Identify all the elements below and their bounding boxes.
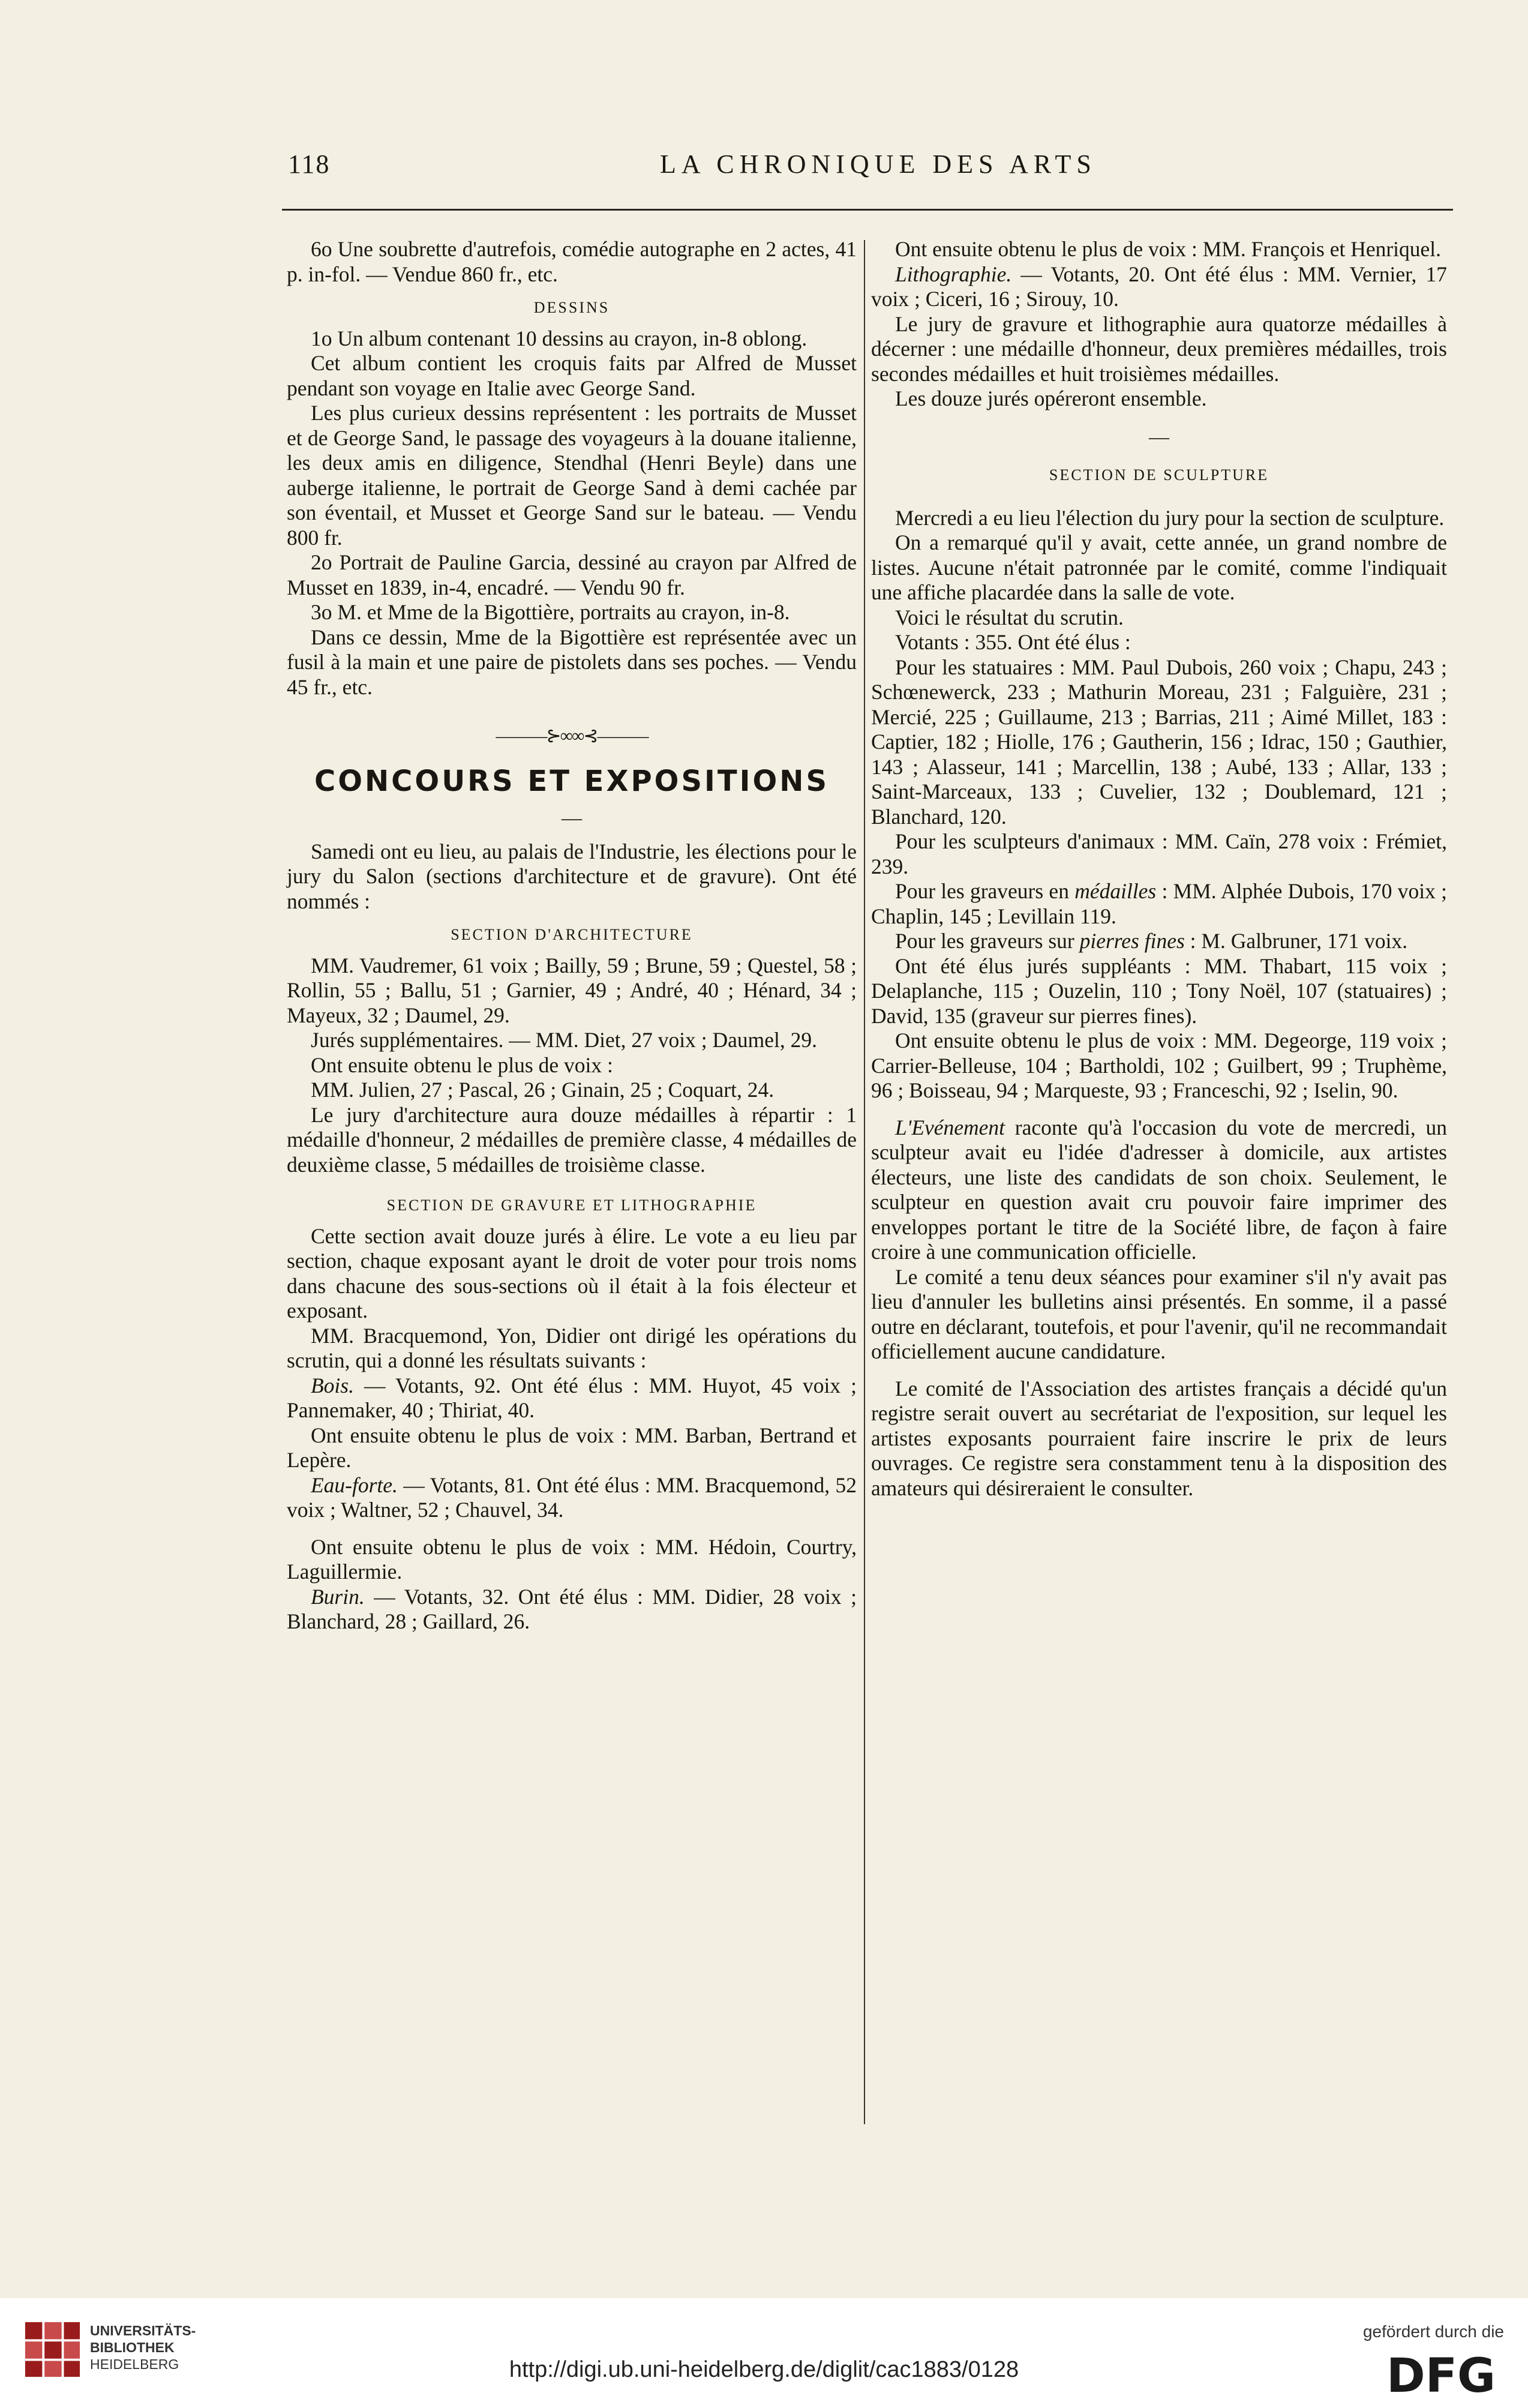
dessin-description: Dans ce dessin, Mme de la Bigottière est représentée avec un fusil à la main et une paire de pistolets dans ses poches. — Vendu 45 fr., etc. (287, 625, 857, 699)
dessin-item: 1o Un album contenant 10 dessins au crayon, in-8 oblong. (311, 326, 807, 350)
sculpture-heading: SECTION DE SCULPTURE (1049, 466, 1269, 484)
pierres-label: pierres fines (1079, 929, 1185, 953)
eauforte-result (287, 1473, 857, 1523)
auction-item: 6o Une soubrette d'autrefois, comédie autographe en 2 actes, 41 p. in-fol. — Vendue 860 fr., etc. (287, 237, 857, 286)
sculpture-most-votes: Ont ensuite obtenu le plus de voix : MM. Degeorge, 119 voix ; Carrier-Belleuse, 104 ; Bartholdi, 102 ; Guilbert, 99 ; Truphème, 96 ; Boisseau, 94 ; Marqueste, 93 ; Franceschi, 92 ; Iselin, 90. (871, 1028, 1447, 1102)
medailles-prefix: Pour les graveurs en (895, 879, 1075, 903)
eauforte-label: Eau-forte. (311, 1473, 398, 1497)
architecture-elected: MM. Vaudremer, 61 voix ; Bailly, 59 ; Brune, 59 ; Questel, 58 ; Rollin, 55 ; Ballu, 51 ; Garnier, 49 ; André, 40 ; Hénard, 34 ; Mayeux, 32 ; Daumel, 29. (287, 953, 857, 1027)
bois-result (287, 1374, 857, 1423)
engraving-operations: MM. Bracquemond, Yon, Didier ont dirigé les opérations du scrutin, qui a donné les résultats suivants : (287, 1323, 857, 1372)
engraving-medals: Le jury de gravure et lithographie aura quatorze médailles à décerner : une médaille d'honneur, deux premières médailles, trois secondes médailles et huit troisièmes médailles. (871, 311, 1447, 386)
evenement-paragraph (871, 1115, 1447, 1265)
eauforte-text: — Votants, 81. Ont été élus : MM. Bracquemond, 52 voix ; Waltner, 52 ; Chauvel, 34. (287, 1473, 857, 1522)
bois-label: Bois. (311, 1373, 354, 1398)
dfg-logo-icon (1378, 2350, 1504, 2398)
dessin-detail: Les plus curieux dessins représentent : les portraits de Musset et de George Sand, le passage des voyageurs à la douane italienne, les deux amis en diligence, Stendhal (Henri Beyle) dans une auberge italienne, le portrait de George Sand à demi cachée par son éventail, et Musset et George Sand sur le bateau. — Vendu 800 fr. (287, 401, 857, 550)
pierres-result (871, 929, 1447, 954)
section-dash: — (562, 807, 582, 829)
medailles-text: : MM. Alphée Dubois, 170 voix ; Chaplin, 145 ; Levillain 119. (871, 879, 1447, 928)
medailles-result (871, 879, 1447, 929)
dessins-heading: DESSINS (533, 299, 610, 316)
burin-next: Ont ensuite obtenu le plus de voix : MM. François et Henriquel. (895, 237, 1442, 261)
section-title: CONCOURS ET EXPOSITIONS (314, 764, 830, 798)
university-name-line: BIBLIOTHEK (90, 2340, 175, 2355)
engraving-together: Les douze jurés opéreront ensemble. (895, 386, 1207, 410)
medailles-label: médailles (1074, 879, 1157, 903)
university-name-line: UNIVERSITÄTS- (90, 2323, 196, 2338)
sculpture-intro: Mercredi a eu lieu l'élection du jury pour la section de sculpture. (895, 505, 1445, 530)
dessin-item: 2o Portrait de Pauline Garcia, dessiné au crayon par Alfred de Musset en 1839, in-4, encadré. — Vendu 90 fr. (287, 550, 857, 599)
page-number: 118 (288, 149, 331, 179)
burin-text: — Votants, 32. Ont été élus : MM. Didier, 28 voix ; Blanchard, 28 ; Gaillard, 26. (287, 1584, 857, 1633)
source-url-link[interactable]: http://digi.ub.uni-heidelberg.de/diglit/cac1883/0128 (509, 2357, 1019, 2382)
engraving-intro: Cette section avait douze jurés à élire. Le vote a eu lieu par section, chaque exposant ayant le droit de voter pour trois noms dans chacune des sous-sections où il était à la fois électeur et exposant. (287, 1224, 857, 1323)
burin-label: Burin. (311, 1584, 365, 1609)
right-column (871, 237, 1447, 1501)
architecture-most-votes: MM. Julien, 27 ; Pascal, 26 ; Ginain, 25 ; Coquart, 24. (311, 1078, 774, 1102)
university-name-line: HEIDELBERG (90, 2356, 179, 2372)
supplementaires-result: Ont été élus jurés suppléants : MM. Thabart, 115 voix ; Delaplanche, 115 ; Ouzelin, 110 ; Tony Noël, 107 (statuaires) ; David, 135 (graveur sur pierres fines). (871, 953, 1447, 1028)
pierres-prefix: Pour les graveurs sur (895, 929, 1080, 953)
animaux-result: Pour les sculpteurs d'animaux : MM. Caïn, 278 voix : Frémiet, 239. (871, 829, 1447, 878)
architecture-heading: SECTION D'ARCHITECTURE (451, 926, 693, 943)
litho-result (871, 262, 1447, 312)
litho-text: — Votants, 20. Ont été élus : MM. Vernier, 17 voix ; Ciceri, 16 ; Sirouy, 10. (871, 262, 1447, 311)
comite-paragraph: Le comité a tenu deux séances pour examiner s'il n'y avait pas lieu d'annuler les bulletins ainsi présentés. En somme, il a passé outre en déclarant, toutefois, et pour l'avenir, qu'il ne recommandait officiellement aucune candidature. (871, 1264, 1447, 1363)
funded-by-label: gefördert durch die (1362, 2322, 1504, 2341)
sculpture-lists: On a remarqué qu'il y avait, cette année, un grand nombre de listes. Aucune n'était patronnée par le comité, comme l'indiquait une affiche placardée dans la salle de vote. (871, 530, 1447, 604)
bois-next: Ont ensuite obtenu le plus de voix : MM. Barban, Bertrand et Lepère. (287, 1423, 857, 1472)
column-divider (864, 240, 865, 2124)
pierres-text: : M. Galbruner, 171 voix. (1184, 929, 1408, 953)
header-rule (282, 209, 1453, 211)
left-column (287, 237, 857, 1635)
bois-text: — Votants, 92. Ont été élus : MM. Huyot, 45 voix ; Pannemaker, 40 ; Thiriat, 40. (287, 1373, 857, 1422)
dessin-description: Cet album contient les croquis faits par Alfred de Musset pendant son voyage en Italie avec George Sand. (287, 351, 857, 400)
evenement-text: raconte qu'à l'occasion du vote de mercredi, un sculpteur avait eu l'idée d'adresser à domicile, aux artistes électeurs, une liste des candidats de son choix. Seulement, le sculpteur en question avait cru pouvoir faire imprimer des enveloppes portant le titre de la Société libre, de façon à faire croire à une communication officielle. (871, 1115, 1447, 1264)
dfg-logo-text: DFG (1386, 2350, 1496, 2398)
architecture-supplementary: Jurés supplémentaires. — MM. Diet, 27 voix ; Daumel, 29. (311, 1028, 817, 1052)
dessin-item: 3o M. et Mme de la Bigottière, portraits au crayon, in-8. (311, 600, 790, 624)
architecture-most-votes-intro: Ont ensuite obtenu le plus de voix : (311, 1052, 613, 1077)
sculpture-votants: Votants : 355. Ont été élus : (895, 630, 1131, 654)
running-head (288, 149, 1456, 185)
burin-result (287, 1585, 857, 1635)
intro-paragraph: Samedi ont eu lieu, au palais de l'Industrie, les élections pour le jury du Salon (sections d'architecture et de gravure). Ont été nommés : (287, 839, 857, 913)
dash-separator: — (1149, 425, 1169, 448)
association-paragraph: Le comité de l'Association des artistes français a décidé qu'un registre serait ouvert au secrétariat de l'exposition, sur lequel les artistes exposants pourraient faire inscrire le prix de leurs ouvrages. Ce registre sera constamment tenu à la disposition des amateurs qui désireraient le consulter. (871, 1376, 1447, 1500)
ornament-divider: ———⊱∞∞⊰——— (496, 726, 648, 746)
statuaires-result: Pour les statuaires : MM. Paul Dubois, 260 voix ; Chapu, 243 ; Schœnewerck, 233 ; Mathurin Moreau, 231 ; Falguière, 231 ; Mercié, 225 ; Guillaume, 213 ; Barrias, 211 ; Aimé Millet, 183 : Captier, 182 ; Hiolle, 176 ; Gautherin, 156 ; Idrac, 150 ; Gauthier, 143 ; Alasseur, 141 ; Marcellin, 138 ; Aubé, 133 ; Allar, 133 ; Saint-Marceaux, 133 ; Cuvelier, 132 ; Doublemard, 121 ; Blanchard, 120. (871, 655, 1447, 829)
litho-label: Lithographie. (895, 262, 1012, 286)
evenement-label: L'Evénement (895, 1115, 1005, 1139)
sculpture-result-intro: Voici le résultat du scrutin. (895, 605, 1124, 629)
architecture-medals: Le jury d'architecture aura douze médailles à répartir : 1 médaille d'honneur, 2 médailles de première classe, 4 médailles de deuxième classe, 5 médailles de troisième classe. (287, 1102, 857, 1177)
digitization-footer (0, 2298, 1528, 2408)
engraving-heading: SECTION DE GRAVURE ET LITHOGRAPHIE (386, 1196, 757, 1214)
journal-title: LA CHRONIQUE DES ARTS (660, 149, 1097, 179)
eauforte-next: Ont ensuite obtenu le plus de voix : MM. Hédoin, Courtry, Laguillermie. (287, 1534, 857, 1584)
